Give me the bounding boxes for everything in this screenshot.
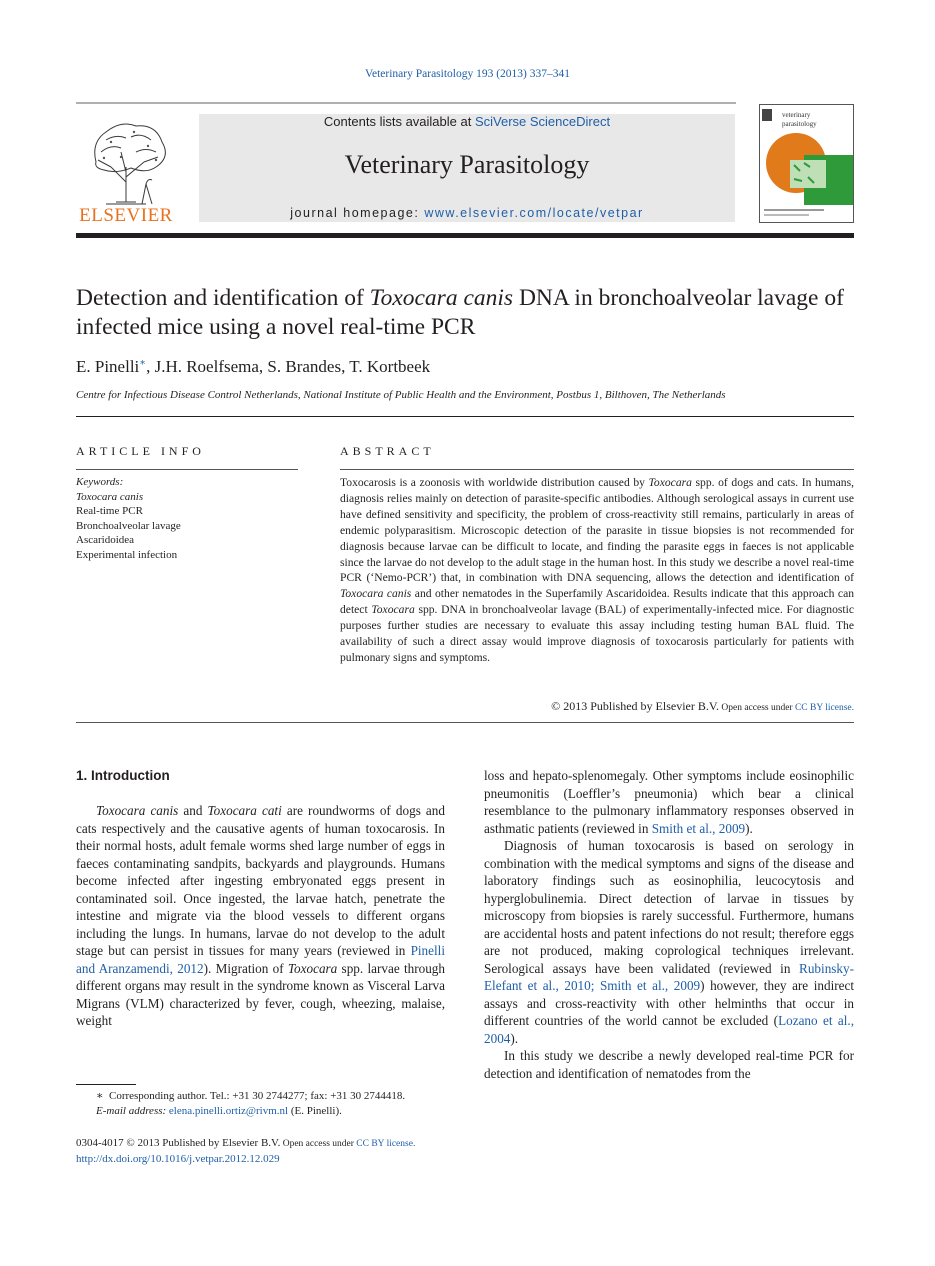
ref-pinelli-2012[interactable]: Pinelli and Aranzamendi, 2012	[76, 943, 445, 976]
svg-text:parasitology: parasitology	[782, 120, 817, 128]
journal-citation[interactable]: Veterinary Parasitology 193 (2013) 337–341	[364, 68, 571, 80]
author-email-link[interactable]: elena.pinelli.ortiz@rivm.nl	[168, 1105, 289, 1117]
abstract-rule	[340, 469, 854, 470]
keywords-label: Keywords:	[76, 476, 124, 488]
article-title: Detection and identification of Toxocara canis DNA in bronchoalveolar lavage of infected mice using a novel real-time PCR	[76, 285, 844, 340]
keywords-list	[76, 475, 296, 562]
journal-homepage: journal homepage: www.elsevier.com/locate/vetpar	[290, 206, 644, 220]
abstract-divider	[76, 722, 854, 723]
cc-by-license-link-bottom[interactable]: CC BY license.	[356, 1139, 416, 1149]
keyword-item: Toxocara canis	[76, 490, 144, 503]
intro-paragraph: In this study we describe a newly developed real-time PCR for detection and identification of nematodes from the	[484, 1048, 854, 1081]
intro-paragraph-continued: loss and hepato-splenomegaly. Other symptoms include eosinophilic pneumonitis (Loeffler’s pneumonia) which bear a clinical resemblance to the pulmonary inflammatory responses observed in asthmatic patients (reviewed in Smith et al., 2009).	[484, 768, 854, 836]
keyword-item: Experimental infection	[76, 548, 178, 561]
sciencedirect-link[interactable]: SciVerse ScienceDirect	[474, 114, 611, 129]
issn-and-doi: 0304-4017 © 2013 Published by Elsevier B.V. Open access under CC BY license. http://dx.doi.org/10.1016/j.vetpar.2012.12.029	[76, 1137, 416, 1165]
homepage-link[interactable]: www.elsevier.com/locate/vetpar	[424, 206, 644, 220]
cover-art-icon	[760, 105, 854, 223]
abstract-heading: ABSTRACT	[340, 444, 435, 458]
corresponding-author: E. Pinelli	[76, 357, 140, 376]
journal-cover-thumbnail[interactable]	[759, 104, 854, 223]
keyword-item: Bronchoalveolar lavage	[76, 519, 181, 532]
journal-name: Veterinary Parasitology	[344, 150, 590, 179]
footnote-rule	[76, 1084, 136, 1085]
elsevier-wordmark: ELSEVIER	[79, 205, 173, 226]
author-affiliation: Centre for Infectious Disease Control Netherlands, National Institute of Public Health and the Environment, Postbus 1, Bilthoven, The Netherlands	[76, 389, 726, 401]
introduction-heading: 1. Introduction	[76, 768, 170, 783]
ref-rubinsky-smith[interactable]: Rubinsky-Elefant et al., 2010; Smith et al., 2009	[484, 960, 854, 993]
intro-paragraph: Toxocara canis and Toxocara cati are roundworms of dogs and cats respectively and the causative agents of human toxocarosis. In their normal hosts, adult female worms shed large number of eggs in faeces contaminating sandpits, backyards and playgrounds. Humans become infected after ingesting embryonated eggs present in contaminated soil. Once ingested, the larvae hatch, penetrate the intestine and migrate via the blood vessels to different organs including the lungs. In humans, larvae do not develop to the adult stage but can persist in tissues for many years (reviewed in Pinelli and Aranzamendi, 2012). Migration of Toxocara spp. larvae through different organs may result in the syndrome known as Visceral Larva Migrans (VLM) characterized by fever, cough, wheezing, malaise, weight	[76, 803, 445, 1028]
keyword-item: Real-time PCR	[76, 505, 143, 517]
abstract-body: Toxocarosis is a zoonosis with worldwide distribution caused by Toxocara spp. of dogs and cats. In humans, diagnosis relies mainly on detection of parasite-specific antibodies. Although serological assays in current use have defined sensitivity and specificity, the problem of cross-reactivity still remains, particularly in areas of endemic polyparasitism. Microscopic detection of the parasite in tissue biopsies is not recommended for diagnosis because larvae can be difficult to locate, and finding the parasite eggs in faeces is not applicable since the larvae do not develop to the adult stage in the human host. In this study we describe a novel real-time PCR (‘Nemo-PCR’) that, in combination with DNA sequencing, allows the detection and identification of Toxocara canis and other nematodes in the Superfamily Ascaridoidea. Results indicate that this approach can detect Toxocara spp. DNA in bronchoalveolar lavage (BAL) of experimentally-infected mice. For diagnostic purposes further studies are necessary to evaluate this assay including testing human BAL fluid. The availability of such a direct assay would improve diagnosis of toxocarosis particularly for patients with pulmonary signs and symptoms.	[340, 476, 855, 664]
ref-lozano-2004[interactable]: Lozano et al., 2004	[484, 1013, 855, 1046]
header-thick-rule	[76, 233, 854, 238]
corresponding-author-mark[interactable]: ∗	[139, 357, 147, 369]
article-info-heading: ARTICLE INFO	[76, 444, 205, 458]
article-info-rule	[76, 469, 298, 470]
header-top-rule	[76, 102, 736, 104]
corresponding-author-footnote: ∗ Corresponding author. Tel.: +31 30 2744277; fax: +31 30 2744418. E-mail address: elena.pinelli.ortiz@rivm.nl (E. Pinelli).	[96, 1090, 406, 1117]
keyword-item: Ascaridoidea	[76, 534, 135, 546]
contents-line: Contents lists available at SciVerse ScienceDirect	[323, 114, 611, 129]
abstract-copyright: © 2013 Published by Elsevier B.V. Open access under CC BY license.	[551, 699, 854, 713]
intro-paragraph: Diagnosis of human toxocarosis is based on serology in combination with the medical symptoms and signs of the disease and laboratory findings such as eosinophilia, leucocytosis and hyperglobulinemia. Direct detection of larvae in tissues by microscopy from biopsies is rarely successful. Furthermore, humans are accidental hosts and patent infections do not result; therefore eggs are not produced, making coprological techniques irrelevant. Serological assays have been validated (reviewed in Rubinsky-Elefant et al., 2010; Smith et al., 2009) however, they are indirect assays and cross-reactivity with other helminths that occur in different countries of the world cannot be excluded (Lozano et al., 2004).	[484, 838, 855, 1046]
ref-smith-2009[interactable]: Smith et al., 2009	[651, 820, 746, 836]
author-list: E. Pinelli∗, J.H. Roelfsema, S. Brandes, T. Kortbeek	[76, 357, 431, 376]
svg-text:veterinary: veterinary	[782, 111, 811, 119]
body-column-right	[484, 767, 854, 1082]
cc-by-license-link[interactable]: CC BY license.	[794, 703, 854, 713]
title-divider	[76, 416, 854, 417]
body-column-left	[76, 802, 445, 1030]
doi-link[interactable]: http://dx.doi.org/10.1016/j.vetpar.2012.12.029	[76, 1153, 280, 1165]
